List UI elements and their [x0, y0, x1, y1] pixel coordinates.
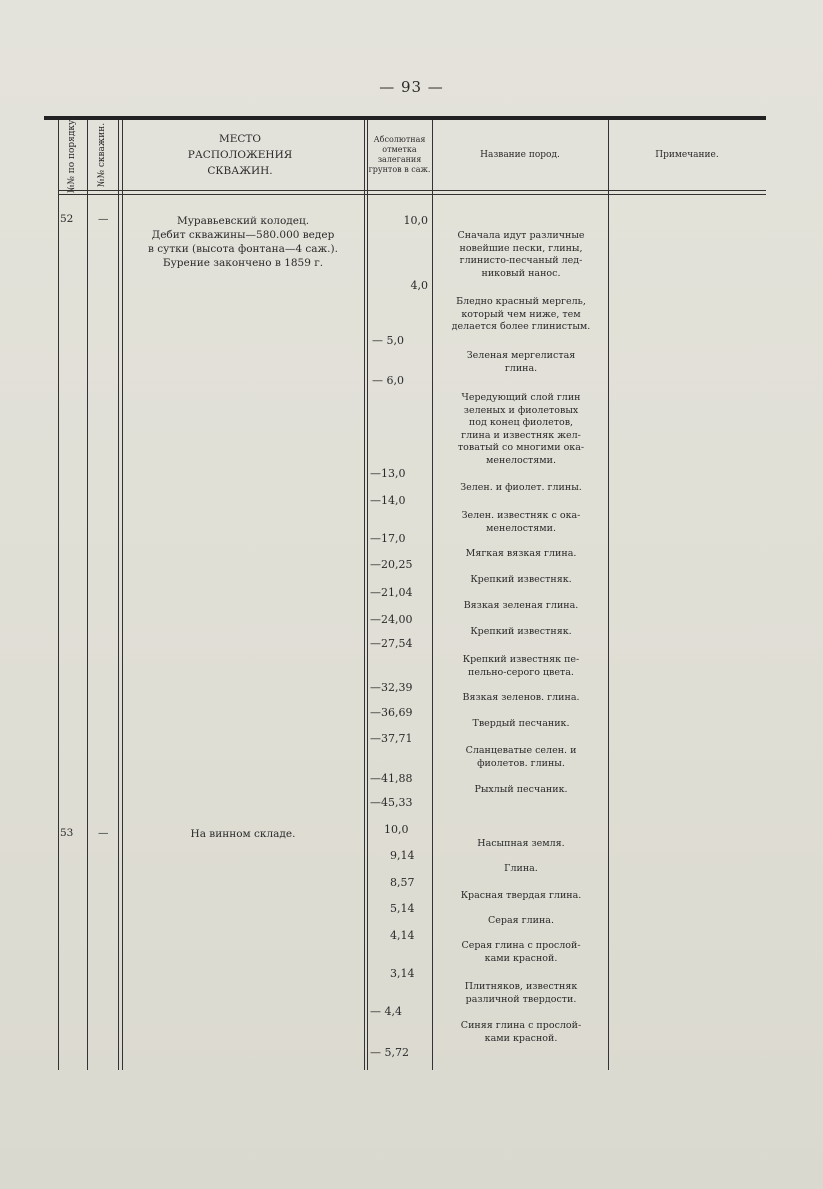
depth-value: —17,0 — [370, 532, 406, 545]
depth-value: 4,14 — [390, 929, 415, 942]
rock-description: Вязкая зеленов. глина. — [462, 692, 580, 703]
depth-value: 4,0 — [410, 279, 428, 292]
depth-value: —20,25 — [370, 558, 413, 571]
rock-description: Чередующий слой глин зеленых и фиолетовых под конец фиолетов, глина и известняк жел- товатый со многими ока- менелостями. — [457, 392, 585, 466]
depth-value: —27,54 — [370, 637, 413, 650]
depth-value: 9,14 — [390, 849, 415, 862]
rock-description: Мягкая вязкая глина. — [465, 548, 577, 559]
header-location: МЕСТО РАСПОЛОЖЕНИЯ СКВАЖИН. — [187, 133, 293, 177]
rock-description: Красная твердая глина. — [460, 890, 582, 901]
depth-value: —45,33 — [370, 796, 413, 809]
entry-order: 52 — [60, 213, 74, 225]
depth-value: —37,71 — [370, 732, 413, 745]
depth-value: —24,00 — [370, 613, 413, 626]
header-note: Примечание. — [655, 150, 719, 160]
header-well: №№ скважин. — [97, 122, 108, 188]
rock-description: Синяя глина с прослой- ками красной. — [460, 1020, 582, 1044]
rock-description: Сначала идут различные новейшие пески, глины, глинисто-песчаный лед- никовый нанос. — [457, 230, 585, 279]
header-order: №№ по порядку. — [67, 116, 78, 194]
depth-value: —41,88 — [370, 772, 413, 785]
depth-value: 8,57 — [390, 876, 415, 889]
header-separator — [58, 190, 766, 195]
rock-description: Зеленая мергелистая глина. — [466, 350, 576, 374]
top-rule — [44, 116, 766, 120]
depth-value: 3,14 — [390, 967, 415, 980]
header-rock: Название пород. — [480, 150, 560, 160]
rock-description: Сланцеватые селен. и фиолетов. глины. — [465, 745, 577, 769]
rock-description: Рыхлый песчаник. — [474, 784, 568, 795]
depth-value: — 6,0 — [372, 374, 404, 387]
depth-value: 5,14 — [390, 902, 415, 915]
rock-description: Насыпная земля. — [477, 838, 565, 849]
depth-value: — 5,72 — [370, 1046, 409, 1059]
rock-description: Крепкий известняк. — [470, 574, 572, 585]
column-line — [58, 120, 59, 1070]
rock-description: Серая глина с прослой- ками красной. — [461, 940, 581, 964]
depth-value: —36,69 — [370, 706, 413, 719]
entry-location: На винном складе. — [190, 828, 296, 840]
rock-description: Серая глина. — [487, 915, 554, 926]
column-line — [122, 120, 123, 1070]
depth-value: — 4,4 — [370, 1005, 402, 1018]
rock-description: Вязкая зеленая глина. — [463, 600, 579, 611]
page-number: — 93 — — [379, 78, 444, 96]
depth-value: — 5,0 — [372, 334, 404, 347]
rock-description: Твердый песчаник. — [472, 718, 570, 729]
depth-value: 10,0 — [384, 823, 409, 836]
column-line — [118, 120, 119, 1070]
entry-well: — — [98, 213, 109, 225]
depth-value: —32,39 — [370, 681, 413, 694]
column-line — [608, 120, 609, 1070]
rock-description: Зелен. известняк с ока- менелостями. — [461, 510, 581, 534]
depth-value: 10,0 — [403, 214, 428, 227]
rock-description: Бледно красный мергель, который чем ниже, тем делается более глинистым. — [451, 296, 591, 332]
column-line — [87, 120, 88, 1070]
depth-value: —14,0 — [370, 494, 406, 507]
rock-description: Плитняков, известняк различной твердости. — [464, 981, 578, 1005]
rock-description: Глина. — [504, 863, 538, 874]
rock-description: Крепкий известняк пе- пельно-серого цвета. — [462, 654, 580, 678]
column-line — [364, 120, 365, 1070]
entry-location: Муравьевский колодец. Дебит скважины—580.000 ведер в сутки (высота фонтана—4 саж.). Бурение закончено в 1859 г. — [148, 215, 338, 269]
entry-well: — — [98, 827, 109, 839]
depth-value: —21,04 — [370, 586, 413, 599]
rock-description: Зелен. и фиолет. глины. — [460, 482, 582, 493]
depth-value: —13,0 — [370, 467, 406, 480]
entry-order: 53 — [60, 827, 74, 839]
rock-description: Крепкий известняк. — [470, 626, 572, 637]
header-elevation: Абсолютная отметка залегания грунтов в саж. — [368, 135, 431, 174]
